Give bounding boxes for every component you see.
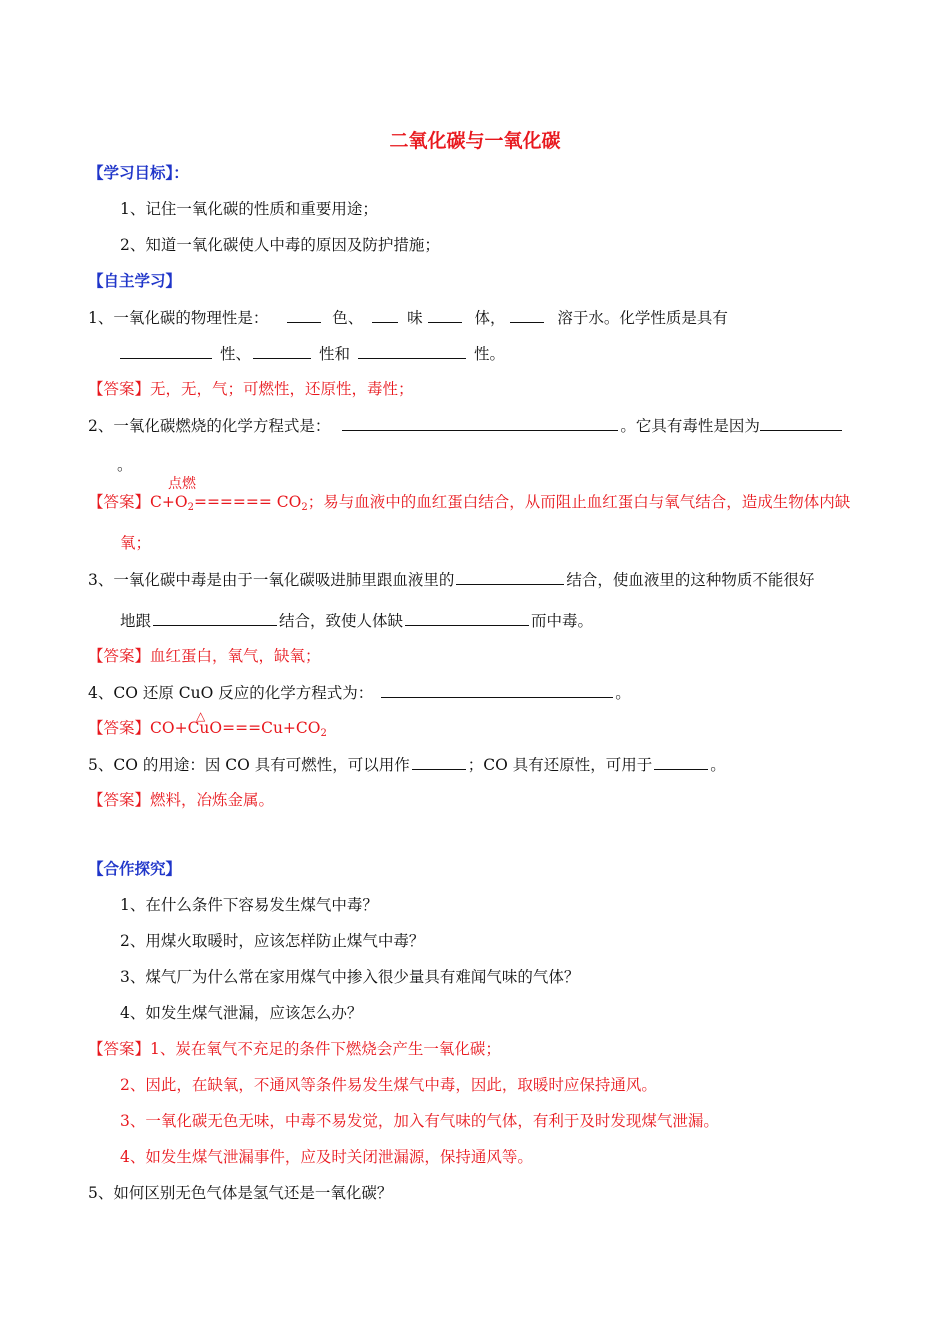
- goal-item: 1、记住一氧化碳的性质和重要用途；: [120, 200, 378, 218]
- q4-text: 。: [615, 684, 631, 702]
- fill-blank: [253, 343, 311, 359]
- question-1-line-2: [120, 343, 505, 364]
- equation-subscript: 2: [301, 502, 308, 513]
- fill-blank: [372, 307, 398, 323]
- question-2: [88, 415, 842, 436]
- q3-text: 而中毒。: [531, 612, 594, 630]
- question-3: [88, 569, 814, 590]
- answer-label: 【答案】: [88, 493, 151, 511]
- fill-blank: [153, 610, 277, 626]
- equation-part: ===Cu+CO: [222, 719, 321, 737]
- equation-part: ====== CO: [193, 493, 302, 511]
- q1-text: 体，: [474, 309, 506, 327]
- q3-text: 结合，致使人体缺: [279, 612, 404, 630]
- fill-blank: [510, 307, 544, 323]
- question-5: [88, 754, 726, 775]
- answer-text: 燃料，冶炼金属。: [150, 791, 275, 809]
- fill-blank: [405, 610, 529, 626]
- q1-text: 味: [407, 309, 423, 327]
- answer-label: 【答案】: [88, 380, 151, 398]
- q5-text: 5、CO 的用途：因 CO 具有可燃性，可以用作: [88, 756, 410, 774]
- answer-1: [88, 379, 414, 399]
- coop-question: 3、煤气厂为什么常在家用煤气中掺入很少量具有难闻气味的气体？: [120, 968, 580, 986]
- answer-label: 【答案】: [88, 1040, 151, 1058]
- answer-text: 无，无，气；可燃性，还原性，毒性；: [150, 380, 414, 398]
- fill-blank: [120, 343, 212, 359]
- equation-subscript: 2: [320, 728, 327, 739]
- page-title: 二氧化碳与一氧化碳: [389, 130, 561, 152]
- question-2-continued: 。: [117, 456, 133, 474]
- q5-text: ；CO 具有还原性，可用于: [467, 756, 653, 774]
- question-3-line-2: [120, 610, 593, 631]
- coop-question: 2、用煤火取暖时，应该怎样防止煤气中毒？: [120, 932, 425, 950]
- q5-text: 。: [710, 756, 726, 774]
- q1-text: 色、: [332, 309, 364, 327]
- answer-label: 【答案】: [88, 791, 151, 809]
- fill-blank: [342, 415, 618, 431]
- condition-label: 点燃: [168, 476, 197, 492]
- q3-text: 3、一氧化碳中毒是由于一氧化碳吸进肺里跟血液里的: [88, 571, 455, 589]
- equation-part: C+O: [150, 493, 188, 511]
- fill-blank: [287, 307, 321, 323]
- answer-label: 【答案】: [88, 719, 151, 737]
- heat-condition-icon: △: [196, 709, 206, 723]
- answer-text: 血红蛋白，氧气，缺氧；: [150, 647, 321, 665]
- coop-answer: 4、如发生煤气泄漏事件，应及时关闭泄漏源，保持通风等。: [120, 1148, 533, 1166]
- answer-2: [88, 476, 851, 518]
- q1-text: 性、: [220, 345, 252, 363]
- equation-1: [150, 476, 197, 518]
- fill-blank: [654, 754, 708, 770]
- coop-question: 1、在什么条件下容易发生煤气中毒？: [120, 896, 378, 914]
- goals-heading: 【学习目标】：: [88, 164, 189, 182]
- q1-text: 溶于水。化学性质是具有: [557, 309, 728, 327]
- q1-text: 性。: [474, 345, 506, 363]
- coop-answer: 3、一氧化碳无色无味，中毒不易发觉，加入有气味的气体，有利于及时发现煤气泄漏。: [120, 1112, 719, 1130]
- q3-text: 地跟: [120, 612, 152, 630]
- coop-question-5: 5、如何区别无色气体是氢气还是一氧化碳？: [88, 1184, 393, 1202]
- coop-heading: 【合作探究】: [88, 860, 182, 878]
- answer-3: [88, 646, 321, 666]
- answer-2-continued: 氧；: [120, 534, 152, 552]
- equation-subscript: 2: [187, 502, 194, 513]
- goal-item: 2、知道一氧化碳使人中毒的原因及防护措施；: [120, 236, 440, 254]
- answer-5: [88, 790, 274, 810]
- q4-text: 4、CO 还原 CuO 反应的化学方程式为：: [88, 684, 374, 702]
- q1-text: 1、一氧化碳的物理性是：: [88, 309, 269, 327]
- question-4: [88, 682, 631, 703]
- answer-text: ；易与血液中的血红蛋白结合，从而阻止血红蛋白与氧气结合，造成生物体内缺: [307, 493, 851, 511]
- answer-text: 1、炭在氧气不充足的条件下燃烧会产生一氧化碳；: [150, 1040, 501, 1058]
- q2-text: 2、一氧化碳燃烧的化学方程式是：: [88, 417, 331, 435]
- answer-4: [88, 709, 327, 744]
- question-1: [88, 307, 728, 328]
- answer-label: 【答案】: [88, 647, 151, 665]
- self-study-heading: 【自主学习】: [88, 272, 182, 290]
- q1-text: 性和: [319, 345, 351, 363]
- q3-text: 结合，使血液里的这种物质不能很好: [566, 571, 815, 589]
- coop-answer: 2、因此，在缺氧，不通风等条件易发生煤气中毒，因此，取暖时应保持通风。: [120, 1076, 657, 1094]
- fill-blank: [428, 307, 462, 323]
- fill-blank: [358, 343, 466, 359]
- q2-text: 。它具有毒性是因为: [620, 417, 760, 435]
- equation-2: [150, 709, 223, 738]
- fill-blank: [760, 415, 842, 431]
- coop-question: 4、如发生煤气泄漏，应该怎么办？: [120, 1004, 363, 1022]
- fill-blank: [456, 569, 564, 585]
- coop-answer: [88, 1039, 501, 1059]
- fill-blank: [381, 682, 613, 698]
- fill-blank: [412, 754, 466, 770]
- equation-part: CO+CuO: [150, 719, 223, 737]
